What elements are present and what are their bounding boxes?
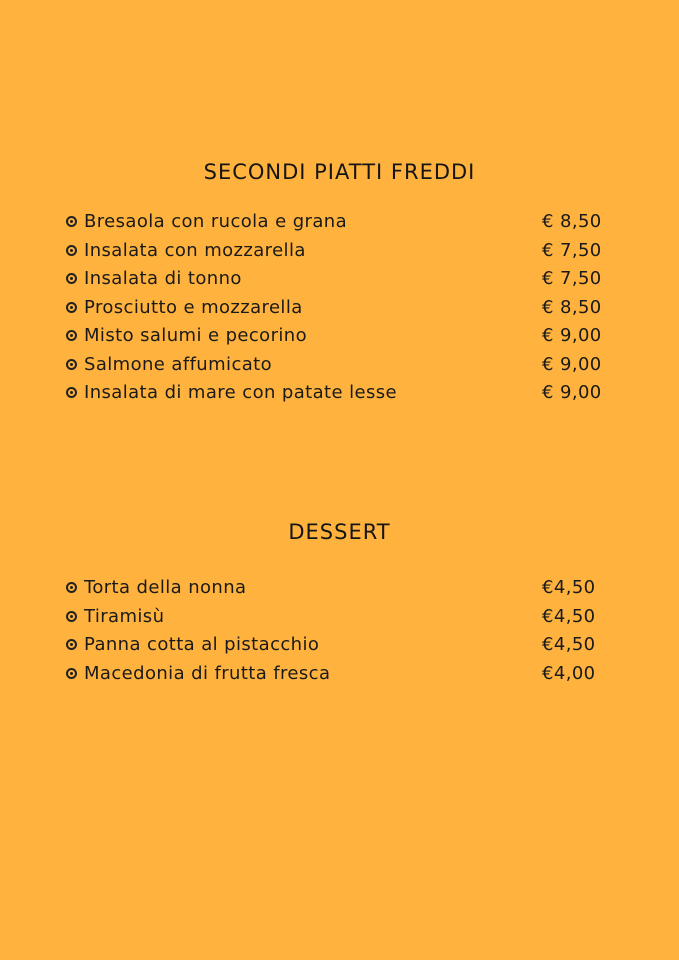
circle-bullet-icon — [66, 330, 77, 341]
item-name: Prosciutto e mozzarella — [84, 296, 303, 318]
item-name: Misto salumi e pecorino — [84, 325, 308, 346]
menu-item — [64, 379, 624, 408]
item-price: € 8,50 — [542, 296, 602, 318]
item-name: Bresaola con rucola e grana — [84, 211, 348, 232]
circle-bullet-icon — [66, 639, 77, 650]
item-name: Insalata di tonno — [84, 268, 242, 289]
item-name: Torta della nonna — [84, 577, 247, 598]
menu-list-secondi — [64, 208, 624, 408]
menu-item — [64, 603, 624, 632]
circle-bullet-icon — [66, 611, 77, 622]
item-price: € 7,50 — [542, 239, 602, 261]
menu-item — [64, 237, 624, 266]
menu-item — [64, 294, 624, 323]
item-name: Insalata di mare con patate lesse — [84, 382, 398, 403]
item-price: € 9,00 — [542, 325, 602, 346]
item-price: €4,50 — [542, 605, 596, 627]
circle-bullet-icon — [66, 668, 77, 679]
menu-item — [64, 574, 624, 603]
menu-item — [64, 322, 624, 351]
item-name: Insalata con mozzarella — [84, 239, 306, 261]
circle-bullet-icon — [66, 245, 77, 256]
item-name: Panna cotta al pistacchio — [84, 634, 320, 655]
item-price: € 9,00 — [542, 382, 602, 403]
circle-bullet-icon — [66, 273, 77, 284]
menu-item — [64, 265, 624, 294]
menu-item — [64, 351, 624, 380]
circle-bullet-icon — [66, 216, 77, 227]
menu-item — [64, 208, 624, 237]
item-price: € 7,50 — [542, 268, 602, 289]
item-price: €4,00 — [542, 662, 596, 684]
item-price: €4,50 — [542, 634, 596, 655]
item-price: €4,50 — [542, 577, 596, 598]
section-title-secondi-piatti-freddi: SECONDI PIATTI FREDDI — [203, 160, 476, 185]
menu-item — [64, 660, 624, 689]
circle-bullet-icon — [66, 302, 77, 313]
item-name: Salmone affumicato — [84, 353, 273, 375]
menu-item — [64, 631, 624, 660]
item-price: € 9,00 — [542, 353, 602, 375]
item-price: € 8,50 — [542, 211, 602, 232]
circle-bullet-icon — [66, 582, 77, 593]
item-name: Macedonia di frutta fresca — [84, 662, 331, 684]
menu-list-dessert — [64, 574, 624, 688]
item-name: Tiramisù — [84, 605, 165, 627]
section-title-dessert: DESSERT — [288, 520, 391, 545]
circle-bullet-icon — [66, 387, 77, 398]
circle-bullet-icon — [66, 359, 77, 370]
